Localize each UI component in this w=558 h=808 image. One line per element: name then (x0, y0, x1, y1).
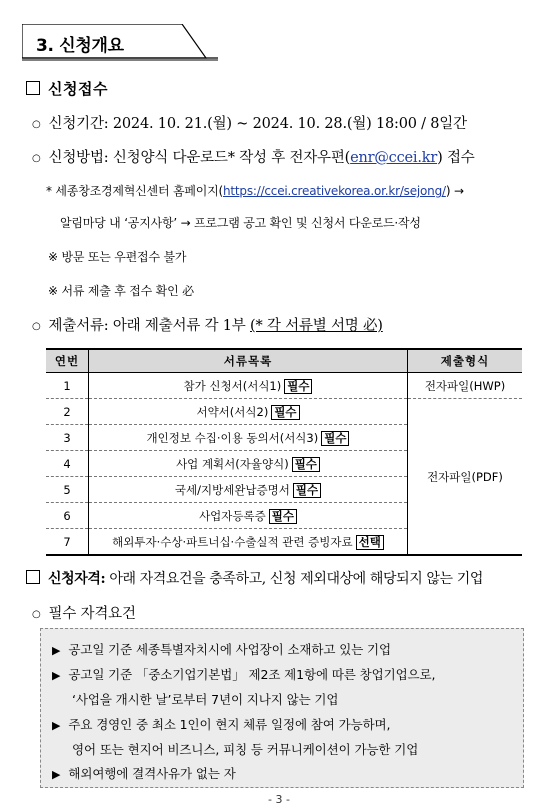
qualification-heading: 신청자격: 아래 자격요건을 충족하고, 신청 제외대상에 해당되지 않는 기업 (26, 568, 483, 588)
row-no: 1 (46, 373, 89, 399)
checkbox-square-icon (26, 570, 40, 584)
requirement-item: ▶ 공고일 기준 세종특별자치시에 사업장이 소재하고 있는 기업 (52, 642, 391, 657)
triangle-bullet-icon: ▶ (52, 669, 61, 682)
docs-line: ○ 제출서류: 아래 제출서류 각 1부 (* 각 서류별 서명 必) (32, 318, 383, 334)
row-no: 7 (46, 529, 89, 556)
required-tag: 필수 (271, 405, 299, 420)
row-no: 4 (46, 451, 89, 477)
table-row (46, 399, 522, 425)
triangle-bullet-icon: ▶ (52, 768, 61, 781)
row-no: 5 (46, 477, 89, 503)
required-tag: 필수 (292, 457, 320, 472)
header-doc: 서류목록 (89, 349, 408, 373)
requirement-item: ▶ 공고일 기준 「중소기업기본법」 제2조 제1항에 따른 창업기업으로, (52, 667, 436, 682)
required-tag: 필수 (284, 379, 312, 394)
qualification-subheading: ○ 필수 자격요건 (32, 606, 136, 622)
requirement-item: ▶ 해외여행에 결격사유가 없는 자 (52, 766, 236, 781)
table-header-row (46, 349, 522, 373)
triangle-bullet-icon: ▶ (52, 719, 61, 732)
row-doc: 개인정보 수집·이용 동의서(서식3) 필수 (89, 425, 408, 451)
row-doc: 사업자등록증 필수 (89, 503, 408, 529)
required-tag: 필수 (269, 509, 297, 524)
homepage-link[interactable]: https://ccei.creativekorea.or.kr/sejong/ (223, 184, 446, 198)
row-doc: 서약서(서식2) 필수 (89, 399, 408, 425)
checkbox-square-icon (26, 81, 40, 95)
requirement-item: ▶ 주요 경영인 중 최소 1인이 현지 체류 일정에 참여 가능하며, (52, 717, 391, 732)
triangle-bullet-icon: ▶ (52, 644, 61, 657)
optional-tag: 선택 (356, 535, 384, 550)
circle-bullet-icon: ○ (32, 321, 41, 332)
documents-table (46, 348, 522, 556)
row-no: 3 (46, 425, 89, 451)
page-number: - 3 - (268, 793, 290, 806)
required-tag: 필수 (321, 431, 349, 446)
header-no: 연번 (46, 349, 89, 373)
header-format: 제출형식 (408, 349, 523, 373)
confirm-note: ※ 서류 제출 후 접수 확인 必 (48, 284, 194, 298)
row-doc: 해외투자·수상·파트너십·수출실적 관련 증빙자료 선택 (89, 529, 408, 556)
apply-method: ○ 신청방법: 신청양식 다운로드* 작성 후 전자우편(enr@ccei.kr) 접수 (32, 150, 475, 166)
row-format-merged: 전자파일(PDF) (408, 399, 523, 556)
table-row (46, 373, 522, 399)
circle-bullet-icon: ○ (32, 609, 41, 620)
row-doc: 사업 계획서(자율양식) 필수 (89, 451, 408, 477)
circle-bullet-icon: ○ (32, 153, 41, 164)
circle-bullet-icon: ○ (32, 119, 41, 130)
requirement-item-continued: ‘사업을 개시한 날’로부터 7년이 지나지 않는 기업 (72, 692, 339, 707)
apply-heading: 신청접수 (26, 78, 108, 99)
section-title: 3. 신청개요 (36, 36, 124, 56)
required-tag: 필수 (293, 483, 321, 498)
row-no: 6 (46, 503, 89, 529)
notice-note: 알림마당 내 ‘공지사항’ → 프로그램 공고 확인 및 신청서 다운로드·작성 (60, 216, 421, 230)
homepage-note: * 세종창조경제혁신센터 홈페이지(https://ccei.creativekorea.or.kr/sejong/) → (46, 184, 464, 198)
no-visit-note: ※ 방문 또는 우편접수 불가 (48, 250, 187, 264)
row-doc: 참가 신청서(서식1) 필수 (89, 373, 408, 399)
apply-period: ○ 신청기간: 2024. 10. 21.(월) ~ 2024. 10. 28.(월) 18:00 / 8일간 (32, 116, 467, 132)
row-format: 전자파일(HWP) (408, 373, 523, 399)
requirement-item-continued: 영어 또는 현지어 비즈니스, 피칭 등 커뮤니케이션이 가능한 기업 (72, 742, 419, 757)
email-link[interactable]: enr@ccei.kr (350, 150, 438, 166)
row-doc: 국세/지방세완납증명서 필수 (89, 477, 408, 503)
row-no: 2 (46, 399, 89, 425)
